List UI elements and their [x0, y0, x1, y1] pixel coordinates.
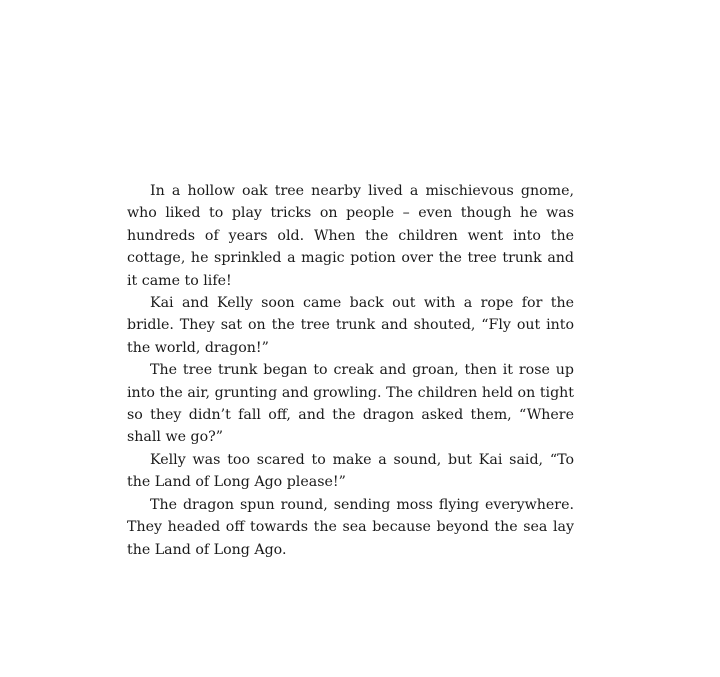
paragraph-rise: The tree trunk began to creak and groan, then it rose up into the air, grunting and growling. The children held on tight so they didn’t fall off, and the dragon asked them, “Where shall we go?” [127, 362, 574, 446]
paragraph-dragon-spun: The dragon spun round, sending moss flying everywhere. They headed off towards the sea because beyond the sea lay the Land of Long Ago. [127, 496, 574, 558]
paragraph-kelly-scared: Kelly was too scared to make a sound, but Kai said, “To the Land of Long Ago please!” [127, 451, 574, 491]
paragraph-rope: Kai and Kelly soon came back out with a rope for the bridle. They sat on the tree trunk and shouted, “Fly out into the world, dragon!” [127, 295, 574, 356]
paragraph-gnome: In a hollow oak tree nearby lived a mischievous gnome, who liked to play tricks on people – even though he was hundreds of years old. When the children went into the cottage, he sprinkled a magic potion over the tree trunk and it came to life! [127, 183, 574, 289]
story-text [127, 180, 574, 561]
